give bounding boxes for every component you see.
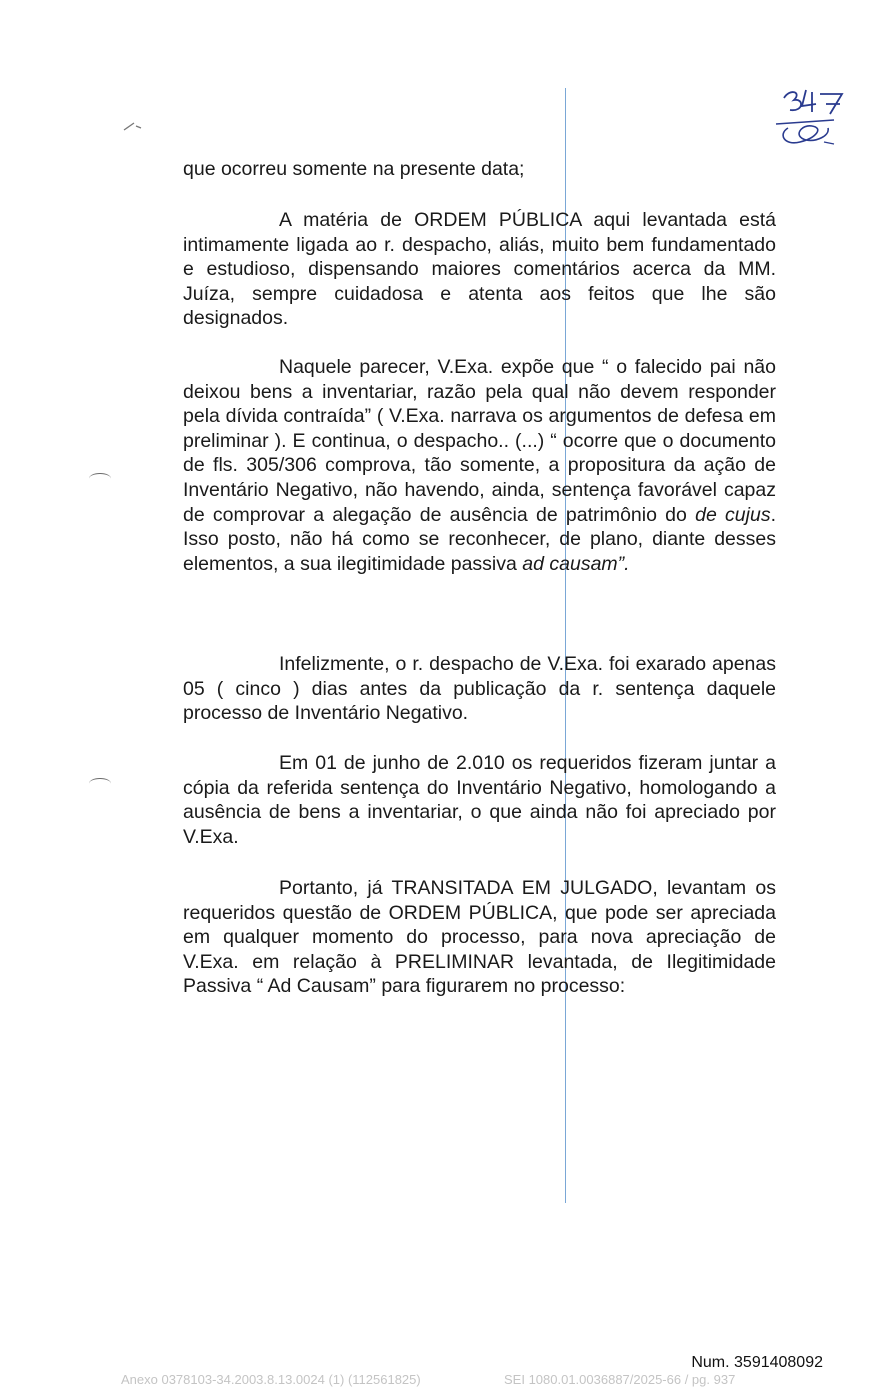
document-number: Num. 3591408092: [691, 1354, 823, 1371]
text-segment: A matéria de ORDEM PÚBLICA aqui levantada está intimamente ligada ao r. despacho, aliás, muito bem fundamentado e estudioso, dispensando maiores comentários acerca da MM. Juíza, sempre cuidadosa e atenta aos feitos que lhe são designados.: [183, 209, 776, 330]
italic-text: de cujus: [695, 503, 771, 526]
text-segment: Naquele parecer, V.Exa. expõe que “ o falecido pai não deixou bens a inventariar, razão pela qual não devem responder pela dívida contraída” ( V.Exa. narrava os argumentos de defesa em preliminar ). E continua, o despacho.. (...) “ ocorre que o documento de fls. 305/306 comprova, tão somente, a propositura da ação de Inventário Negativo, não havendo, ainda, sentença favorável capaz de comprovar a alegação de ausência de patrimônio do: [183, 356, 776, 526]
folio-stamp: [772, 84, 852, 155]
paragraph-text: [183, 355, 776, 576]
sei-page-reference: SEI 1080.01.0036887/2025-66 / pg. 937: [504, 1372, 736, 1387]
text-segment: Infelizmente, o r. despacho de V.Exa. foi exarado apenas 05 ( cinco ) dias antes da publicação da r. sentença daquele processo de Inventário Negativo.: [183, 653, 776, 725]
paragraph-text: [183, 751, 776, 849]
paragraph: [183, 355, 776, 576]
paragraph: [183, 208, 776, 331]
handwritten-folio-icon: [772, 84, 852, 150]
text-segment: Em 01 de junho de 2.010 os requeridos fizeram juntar a cópia da referida sentença do Inventário Negativo, homologando a ausência de bens a inventariar, o que ainda não foi apreciado por V.Exa.: [183, 752, 776, 848]
text-segment: Portanto, já TRANSITADA EM JULGADO, levantam os requeridos questão de ORDEM PÚBLICA, que pode ser apreciada em qualquer momento do processo, para nova apreciação de V.Exa. em relação à PRELIMINAR levantada, de Ilegitimidade Passiva “ Ad Causam” para figurarem no processo:: [183, 877, 776, 998]
paragraph-text: [183, 652, 776, 726]
punch-hole-mark: [89, 778, 111, 789]
paragraph-text: [183, 208, 776, 331]
text-segment: que ocorreu somente na presente data;: [183, 158, 525, 180]
text-segment: . Isso posto, não há como se reconhecer, de plano, diante desses elementos, a sua ilegitimidade passiva: [183, 503, 776, 575]
annex-reference: Anexo 0378103-34.2003.8.13.0024 (1) (112561825): [121, 1372, 421, 1387]
paragraph: [183, 652, 776, 726]
paragraph: [183, 751, 776, 849]
paragraph: [183, 876, 776, 999]
stray-pen-mark: [122, 120, 144, 132]
italic-text: ad causam”.: [522, 552, 630, 575]
paragraph-text: [183, 876, 776, 999]
paragraph: [183, 157, 776, 182]
paragraph-text: [183, 157, 776, 182]
punch-hole-mark: [89, 473, 111, 484]
